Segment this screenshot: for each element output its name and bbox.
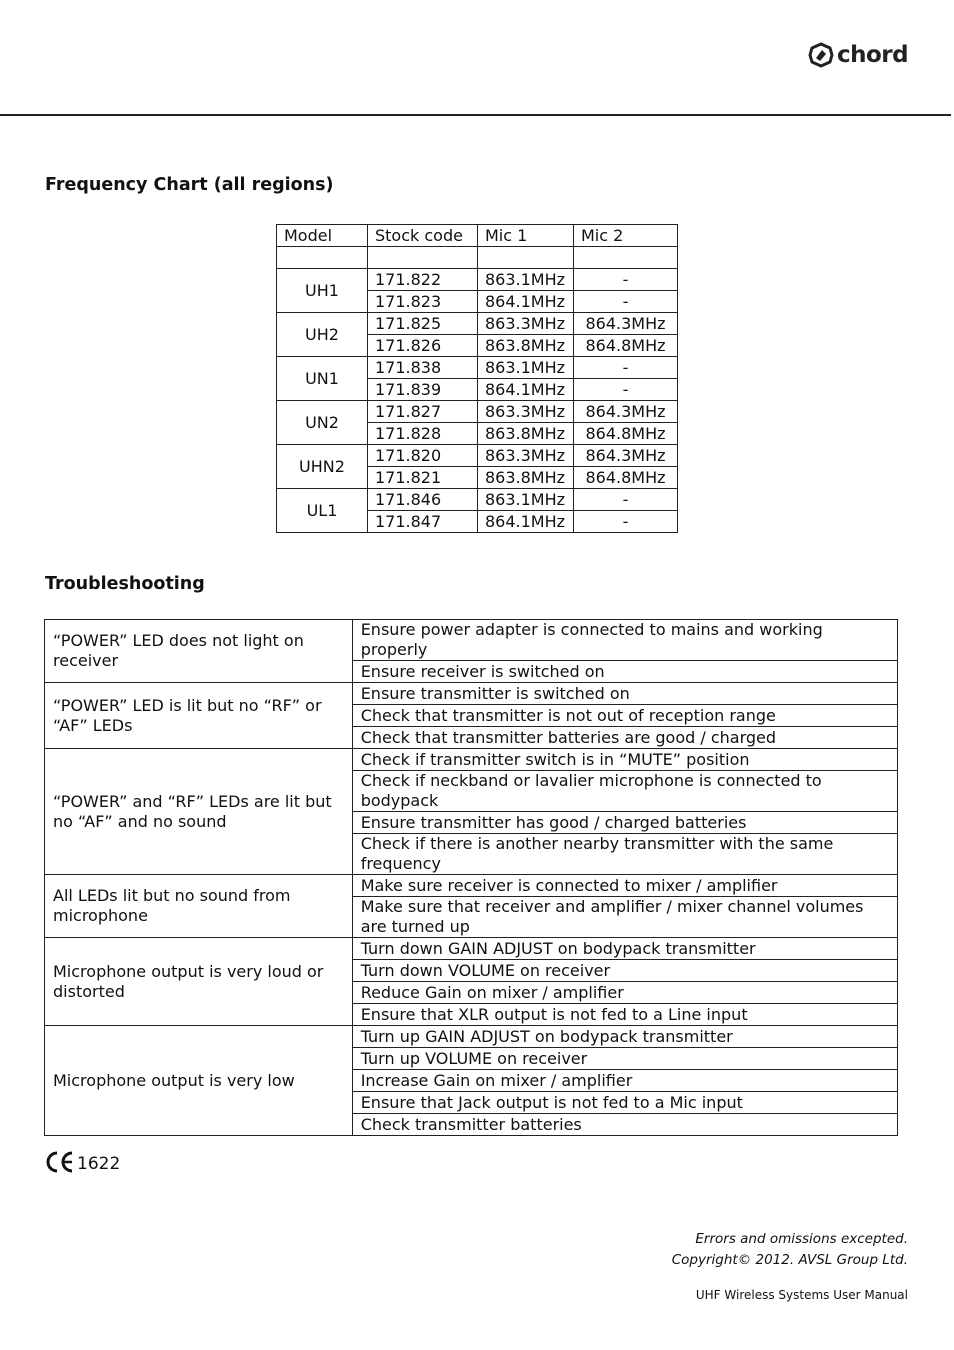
mic2-cell: 864.3MHz [574, 313, 678, 335]
stock-code-cell: 171.825 [368, 313, 478, 335]
column-header: Mic 2 [574, 225, 678, 247]
mic1-cell: 863.3MHz [478, 401, 574, 423]
brand-logo [808, 42, 908, 68]
header-divider [0, 114, 951, 116]
problem-cell: “POWER” and “RF” LEDs are lit but no “AF” and no sound [45, 749, 353, 875]
empty-cell [574, 247, 678, 269]
mic2-cell: 864.3MHz [574, 401, 678, 423]
stock-code-cell: 171.827 [368, 401, 478, 423]
mic2-cell: 864.8MHz [574, 467, 678, 489]
solution-cell: Ensure that Jack output is not fed to a Mic input [352, 1092, 897, 1114]
solution-cell: Ensure transmitter is switched on [352, 683, 897, 705]
mic1-cell: 863.8MHz [478, 467, 574, 489]
troubleshooting-title: Troubleshooting [45, 574, 205, 594]
empty-cell [277, 247, 368, 269]
solution-cell: Check if neckband or lavalier microphone is connected to bodypack [352, 771, 897, 812]
table-row [45, 683, 898, 705]
mic2-cell: - [574, 291, 678, 313]
problem-cell: Microphone output is very loud or distorted [45, 938, 353, 1026]
footer-disclaimer: Errors and omissions excepted. [695, 1231, 908, 1247]
table-row [45, 749, 898, 771]
table-row [45, 938, 898, 960]
stock-code-cell: 171.828 [368, 423, 478, 445]
model-cell: UL1 [277, 489, 368, 533]
column-header: Model [277, 225, 368, 247]
table-row [45, 875, 898, 897]
stock-code-cell: 171.838 [368, 357, 478, 379]
solution-cell: Turn up GAIN ADJUST on bodypack transmitter [352, 1026, 897, 1048]
frequency-chart-title: Frequency Chart (all regions) [45, 175, 334, 195]
mic1-cell: 863.8MHz [478, 423, 574, 445]
troubleshooting-table [44, 619, 898, 1136]
mic2-cell: 864.3MHz [574, 445, 678, 467]
solution-cell: Turn down GAIN ADJUST on bodypack transmitter [352, 938, 897, 960]
mic2-cell: 864.8MHz [574, 423, 678, 445]
table-row [277, 445, 678, 467]
problem-cell: “POWER” LED is lit but no “RF” or “AF” LEDs [45, 683, 353, 749]
model-cell: UN2 [277, 401, 368, 445]
ce-mark-icon [44, 1150, 76, 1174]
footer-copyright: Copyright© 2012. AVSL Group Ltd. [671, 1252, 908, 1268]
solution-cell: Make sure that receiver and amplifier / mixer channel volumes are turned up [352, 897, 897, 938]
table-row [277, 489, 678, 511]
column-header: Stock code [368, 225, 478, 247]
mic1-cell: 864.1MHz [478, 291, 574, 313]
mic1-cell: 864.1MHz [478, 511, 574, 533]
ce-number: 1622 [77, 1154, 121, 1174]
model-cell: UH2 [277, 313, 368, 357]
mic1-cell: 863.1MHz [478, 269, 574, 291]
frequency-empty-row [277, 247, 678, 269]
solution-cell: Turn up VOLUME on receiver [352, 1048, 897, 1070]
solution-cell: Check that transmitter batteries are good / charged [352, 727, 897, 749]
footer-manual-title: UHF Wireless Systems User Manual [695, 1288, 908, 1302]
solution-cell: Check transmitter batteries [352, 1114, 897, 1136]
mic2-cell: - [574, 269, 678, 291]
stock-code-cell: 171.821 [368, 467, 478, 489]
stock-code-cell: 171.847 [368, 511, 478, 533]
solution-cell: Ensure transmitter has good / charged batteries [352, 812, 897, 834]
column-header: Mic 1 [478, 225, 574, 247]
model-cell: UHN2 [277, 445, 368, 489]
model-cell: UN1 [277, 357, 368, 401]
mic2-cell: - [574, 357, 678, 379]
solution-cell: Reduce Gain on mixer / amplifier [352, 982, 897, 1004]
problem-cell: All LEDs lit but no sound from microphone [45, 875, 353, 938]
solution-cell: Turn down VOLUME on receiver [352, 960, 897, 982]
mic1-cell: 864.1MHz [478, 379, 574, 401]
stock-code-cell: 171.846 [368, 489, 478, 511]
stock-code-cell: 171.822 [368, 269, 478, 291]
mic1-cell: 863.1MHz [478, 489, 574, 511]
solution-cell: Make sure receiver is connected to mixer / amplifier [352, 875, 897, 897]
table-row [277, 269, 678, 291]
table-row [277, 313, 678, 335]
solution-cell: Ensure receiver is switched on [352, 661, 897, 683]
mic1-cell: 863.1MHz [478, 357, 574, 379]
stock-code-cell: 171.839 [368, 379, 478, 401]
mic2-cell: 864.8MHz [574, 335, 678, 357]
model-cell: UH1 [277, 269, 368, 313]
table-row [45, 620, 898, 661]
mic1-cell: 863.8MHz [478, 335, 574, 357]
empty-cell [478, 247, 574, 269]
brand-name: chord [837, 42, 909, 68]
mic1-cell: 863.3MHz [478, 445, 574, 467]
table-row [45, 1026, 898, 1048]
ce-certification [44, 1150, 120, 1174]
stock-code-cell: 171.823 [368, 291, 478, 313]
frequency-table [276, 224, 678, 533]
frequency-header-row [277, 225, 678, 247]
mic2-cell: - [574, 511, 678, 533]
stock-code-cell: 171.820 [368, 445, 478, 467]
table-row [277, 401, 678, 423]
solution-cell: Check if there is another nearby transmitter with the same frequency [352, 834, 897, 875]
mic2-cell: - [574, 379, 678, 401]
solution-cell: Check if transmitter switch is in “MUTE” position [352, 749, 897, 771]
solution-cell: Check that transmitter is not out of reception range [352, 705, 897, 727]
problem-cell: Microphone output is very low [45, 1026, 353, 1136]
empty-cell [368, 247, 478, 269]
solution-cell: Ensure power adapter is connected to mains and working properly [352, 620, 897, 661]
solution-cell: Increase Gain on mixer / amplifier [352, 1070, 897, 1092]
solution-cell: Ensure that XLR output is not fed to a Line input [352, 1004, 897, 1026]
problem-cell: “POWER” LED does not light on receiver [45, 620, 353, 683]
chord-logo-icon [808, 42, 834, 68]
mic2-cell: - [574, 489, 678, 511]
table-row [277, 357, 678, 379]
stock-code-cell: 171.826 [368, 335, 478, 357]
mic1-cell: 863.3MHz [478, 313, 574, 335]
